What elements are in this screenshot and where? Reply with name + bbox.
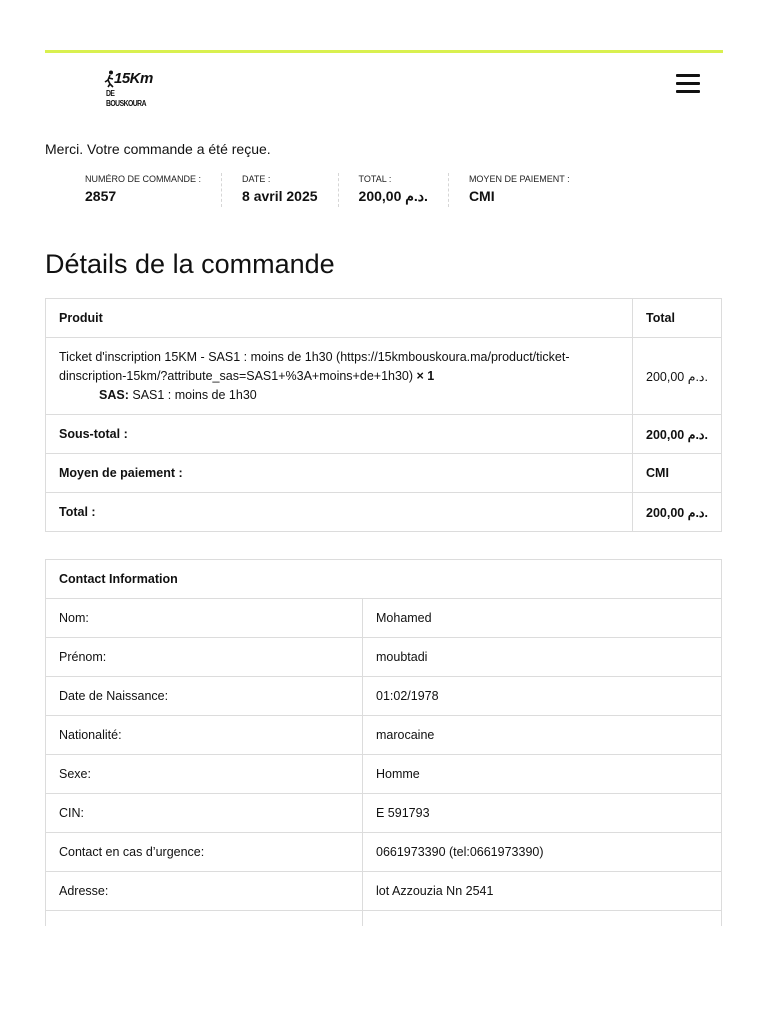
overview-date — [221, 173, 338, 207]
contact-value: Mohamed — [363, 599, 722, 638]
table-header-row — [46, 299, 722, 338]
contact-value: E 591793 — [363, 794, 722, 833]
contact-information-table — [45, 559, 722, 926]
contact-value: lot Azzouzia Nn 2541 — [363, 872, 722, 911]
contact-label: Adresse: — [46, 872, 363, 911]
contact-value: Homme — [363, 755, 722, 794]
payment-method-value: CMI — [633, 454, 722, 493]
overview-label: TOTAL : — [358, 174, 392, 184]
contact-value: moubtadi — [363, 638, 722, 677]
contact-label: CIN: — [46, 794, 363, 833]
table-header-row — [46, 560, 722, 599]
overview-total — [338, 173, 448, 207]
table-row — [46, 794, 722, 833]
overview-value: 200,00 د.م. — [358, 188, 428, 204]
overview-label: NUMÉRO DE COMMANDE : — [85, 174, 202, 184]
product-meta-value: SAS1 : moins de 1h30 — [132, 387, 257, 402]
contact-label: Nom: — [46, 599, 363, 638]
table-row — [46, 872, 722, 911]
product-name-link[interactable]: Ticket d'inscription 15KM - SAS1 : moins de 1h30 (https://15kmbouskoura.ma/product/ticket-dinscription-15km/?attribute_sas=SAS1+%3A+moins+de+1h30) — [59, 349, 570, 383]
subtotal-value: 200,00 د.م. — [633, 415, 722, 454]
contact-label: Prénom: — [46, 638, 363, 677]
product-total: 200,00 د.م. — [633, 338, 722, 415]
payment-method-label: Moyen de paiement : — [46, 454, 633, 493]
subtotal-label: Sous-total : — [46, 415, 633, 454]
contact-label: Sexe: — [46, 755, 363, 794]
table-row — [46, 911, 722, 927]
table-row — [46, 677, 722, 716]
column-header-product: Produit — [46, 299, 633, 338]
contact-label — [46, 911, 363, 927]
contact-value — [363, 911, 722, 927]
table-row — [46, 599, 722, 638]
contact-value: 01:02/1978 — [363, 677, 722, 716]
logo-sub-text: DE BOUSKOURA — [106, 89, 146, 108]
site-logo[interactable] — [104, 70, 156, 108]
overview-payment-method — [448, 173, 590, 207]
total-label: Total : — [46, 493, 633, 532]
contact-label: Contact en cas d’urgence: — [46, 833, 363, 872]
product-quantity: × 1 — [416, 368, 435, 383]
overview-value: 2857 — [85, 188, 117, 204]
table-row — [46, 716, 722, 755]
overview-value: CMI — [468, 188, 495, 204]
table-row — [46, 454, 722, 493]
table-row — [46, 833, 722, 872]
order-details-table — [45, 298, 722, 532]
product-cell — [46, 338, 633, 415]
order-received-message: Merci. Votre commande a été reçue. — [45, 141, 271, 157]
table-row — [46, 415, 722, 454]
contact-label: Nationalité: — [46, 716, 363, 755]
contact-value: marocaine — [363, 716, 722, 755]
order-details-title: Détails de la commande — [45, 249, 335, 279]
contact-information-title: Contact Information — [46, 560, 722, 599]
column-header-total: Total — [633, 299, 722, 338]
table-row — [46, 338, 722, 415]
top-accent-bar — [45, 50, 723, 53]
hamburger-menu-icon[interactable] — [676, 74, 700, 94]
table-row — [46, 493, 722, 532]
overview-label: MOYEN DE PAIEMENT : — [468, 174, 570, 184]
table-row — [46, 755, 722, 794]
overview-order-number — [85, 173, 221, 207]
total-value: 200,00 د.م. — [633, 493, 722, 532]
overview-value: 8 avril 2025 — [242, 188, 318, 204]
logo-main-text: 15Km — [114, 70, 153, 87]
overview-label: DATE : — [242, 174, 271, 184]
table-row — [46, 638, 722, 677]
order-overview — [85, 173, 590, 207]
product-meta-key: SAS: — [99, 387, 129, 402]
contact-label: Date de Naissance: — [46, 677, 363, 716]
contact-value: 0661973390 (tel:0661973390) — [363, 833, 722, 872]
